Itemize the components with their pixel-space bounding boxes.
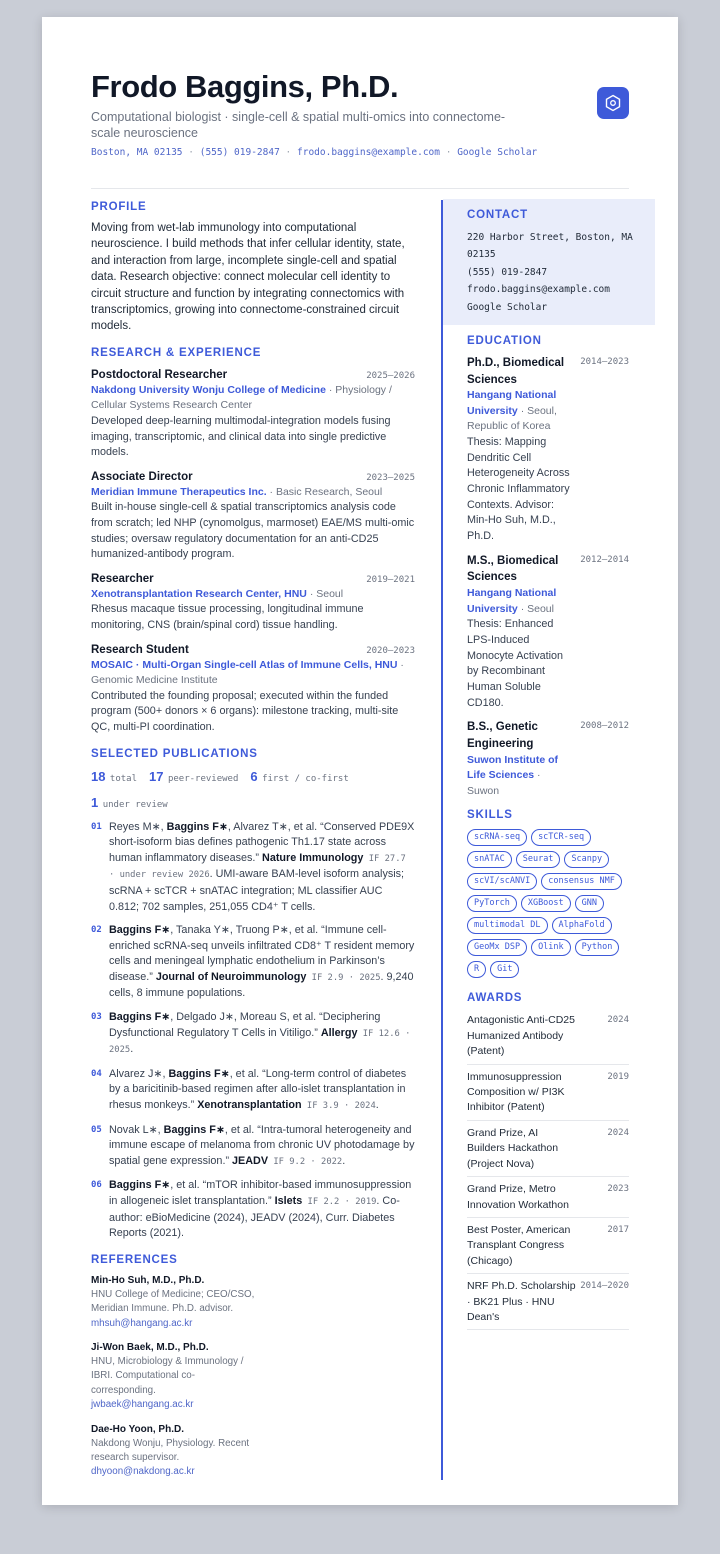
award-item — [467, 1008, 629, 1064]
stat-total: 18 total — [91, 768, 138, 784]
publication-list — [91, 820, 415, 1242]
publication-item — [91, 1123, 415, 1171]
publication-self-author: Baggins F∗ — [163, 1123, 225, 1136]
resume-page — [42, 17, 678, 1505]
stat-peer-reviewed: 17 peer-reviewed — [149, 768, 239, 784]
education-degree: B.S., Genetic Engineering — [467, 721, 538, 751]
stat-first-author: 6 first / co-first — [250, 768, 349, 784]
publication-self-author: Baggins F∗ — [168, 1067, 230, 1080]
experience-header — [91, 471, 415, 483]
header-contact-line: Boston, MA 02135 · (555) 019-2847 · frodo.baggins@example.com · Google Scholar — [91, 147, 538, 158]
publication-journal: Journal of Neuroimmunology — [155, 970, 307, 983]
publication-authors-title: , et al. “Long-term control of diabetes by a baricitinib-based regimen after allo-islet transplantation in rhesus monkeys.” — [109, 1067, 407, 1112]
skill-chip: scTCR-seq — [531, 829, 591, 846]
profile-heading: PROFILE — [91, 201, 147, 213]
publication-citation — [109, 1123, 415, 1171]
award-item — [467, 1121, 629, 1177]
job-title: Research Student — [91, 643, 189, 656]
publication-citation — [109, 1178, 415, 1241]
publication-metrics: IF 2.9 · 2025 — [306, 972, 381, 983]
education-school — [467, 388, 571, 435]
publication-citation — [109, 1010, 415, 1059]
publication-self-author: Baggins F∗ — [109, 924, 171, 937]
job-title: Associate Director — [91, 470, 193, 483]
stat-under-review: 1 under review — [91, 794, 168, 810]
publication-note: . — [130, 1043, 134, 1056]
reference-item — [91, 1274, 257, 1331]
organization-name: Xenotransplantation Research Center, HNU — [91, 587, 307, 600]
publication-item — [91, 1010, 415, 1059]
publication-authors-pre: Novak L∗, — [109, 1123, 164, 1136]
skills-list — [467, 829, 629, 978]
skill-chip: PyTorch — [467, 895, 517, 912]
sidebar-column — [467, 335, 629, 1330]
publication-item — [91, 820, 415, 916]
contact-scholar-link[interactable]: Google Scholar — [467, 301, 548, 313]
publication-authors-title: , et al. “mTOR inhibitor-based immunosuppression in allogeneic islet transplantation.” — [109, 1179, 412, 1207]
job-organization — [91, 485, 415, 501]
education-details — [467, 355, 571, 545]
resume-header — [91, 69, 629, 158]
award-year: 2017 — [607, 1224, 629, 1235]
education-date: 2014–2023 — [580, 357, 629, 367]
publication-journal: Nature Immunology — [262, 851, 364, 864]
publication-journal: Islets — [274, 1195, 303, 1207]
reference-affiliation: HNU College of Medicine; CEO/CSO, Meridian Immune. Ph.D. advisor. — [91, 1288, 255, 1315]
publication-metrics: IF 2.2 · 2019 — [302, 1197, 377, 1207]
award-year: 2023 — [607, 1184, 629, 1195]
publication-number: 05 — [91, 1124, 102, 1135]
references-heading: REFERENCES — [91, 1253, 178, 1266]
skill-chip: multimodal DL — [467, 917, 548, 934]
experience-list — [91, 369, 415, 736]
award-name: Grand Prize, AI Builders Hackathon (Project Nova) — [467, 1126, 559, 1170]
publication-self-author: Baggins F∗ — [166, 820, 228, 833]
publication-journal: Allergy — [320, 1026, 358, 1039]
award-name: Best Poster, American Transplant Congress (Chicago) — [467, 1223, 571, 1267]
awards-heading: AWARDS — [467, 992, 523, 1005]
education-degree: Ph.D., Biomedical Sciences — [467, 357, 565, 386]
job-organization — [91, 658, 415, 689]
skill-chip: R — [467, 961, 486, 978]
award-name: Grand Prize, Metro Innovation Workathon — [467, 1183, 569, 1211]
publication-number: 06 — [91, 1180, 102, 1191]
skill-chip: Seurat — [516, 851, 561, 868]
skill-chip: Scanpy — [564, 851, 609, 868]
organization-detail: · Seoul — [309, 587, 344, 600]
organization-detail: · Physiology / Cellular Systems Research Center — [91, 383, 392, 412]
sidebar-divider — [441, 200, 443, 1480]
reference-item — [91, 1341, 257, 1413]
education-date: 2012–2014 — [580, 554, 629, 565]
education-school — [467, 586, 571, 617]
publication-self-author: Baggins F∗ — [109, 1011, 171, 1024]
contact-address: 220 Harbor Street, Boston, MA 02135 — [467, 232, 633, 261]
job-date: 2023–2025 — [366, 472, 415, 483]
publication-authors-pre: Reyes M∗, — [109, 820, 167, 833]
publication-item — [91, 1067, 415, 1115]
education-thesis: Thesis: Mapping Dendritic Cell Heterogeneity Across Chronic Inflammatory Contexts. Advisor: Min-Ho Suh, M.D., Ph.D. — [467, 435, 570, 543]
education-thesis: Thesis: Enhanced LPS-Induced Monocyte Activation by Recombinant Human Soluble CD180. — [467, 618, 564, 709]
profile-text: Moving from wet-lab immunology into computational neuroscience. I build methods that infer cellular identity, state, and interaction from large, incomplete single-cell and spatial data. Research objective: connect molecular cell identity to circuit structure and function by integrating connectomics with transcriptomics, growing into connectome-constrained circuit models. — [91, 222, 405, 333]
header-scholar-link[interactable]: Google Scholar — [457, 147, 538, 158]
award-item — [467, 1065, 629, 1121]
organization-detail: · Basic Research, Seoul — [269, 485, 383, 498]
publication-citation — [109, 820, 415, 916]
experience-item — [91, 369, 415, 461]
skill-chip: scRNA-seq — [467, 829, 527, 846]
publication-authors-title: , et al. “Intra-tumoral heterogeneity and immune escape of melanoma from chronic UV photodamage by spatial gene expression.” — [109, 1123, 415, 1167]
publication-note: . — [375, 1099, 379, 1112]
publication-stats — [91, 768, 415, 812]
awards-list — [467, 1008, 629, 1330]
job-description: Rhesus macaque tissue processing, longitudinal immune monitoring, CNS (brain/spinal cord) tissue handling. — [91, 603, 364, 631]
job-description: Built in-house single-cell & spatial transcriptomics analysis code from scratch; led NHP (cynomolgus, marmoset) EAE/MS multi-omic studies; oversaw regulatory documentation for an anti-CD25 humanized-antibody program. — [91, 501, 415, 561]
reference-email-link[interactable]: jwbaek@hangang.ac.kr — [91, 1399, 194, 1411]
header-email-link[interactable]: frodo.baggins@example.com — [297, 147, 440, 158]
experience-item — [91, 471, 415, 563]
reference-list — [91, 1274, 415, 1490]
education-details — [467, 553, 571, 712]
reference-name: Dae-Ho Yoon, Ph.D. — [91, 1423, 184, 1435]
tagline: Computational biologist · single-cell & spatial multi-omics into connectome-scale neuroscience — [91, 110, 506, 140]
award-year: 2024 — [607, 1015, 629, 1026]
publication-number: 04 — [91, 1068, 102, 1079]
publication-metrics: IF 27.7 · under review 2026 — [109, 853, 406, 881]
publication-number: 02 — [91, 925, 102, 936]
publication-metrics: IF 12.6 · 2025 — [109, 1028, 411, 1056]
header-address: Boston, MA 02135 — [91, 147, 183, 158]
publication-note: . Co-author: eBioMedicine (2024), JEADV (2024), Curr. Diabetes Reports (2021). — [109, 1195, 400, 1240]
publication-item — [91, 1178, 415, 1241]
experience-header — [91, 644, 415, 656]
school-location: · Seoul — [520, 602, 554, 615]
organization-name: Nakdong University Wonju College of Medicine — [91, 383, 326, 396]
publication-item — [91, 923, 415, 1002]
header-divider — [91, 188, 629, 189]
skill-chip: consensus NMF — [541, 873, 622, 890]
candidate-name: Frodo Baggins, Ph.D. — [91, 69, 399, 104]
reference-affiliation: HNU, Microbiology & Immunology / IBRI. Computational co-corresponding. — [91, 1356, 244, 1396]
contact-email[interactable]: frodo.baggins@example.com — [467, 284, 610, 296]
reference-name: Ji-Won Baek, M.D., Ph.D. — [91, 1342, 209, 1353]
award-year: 2014–2020 — [580, 1281, 629, 1292]
header-phone[interactable]: (555) 019-2847 — [199, 147, 280, 158]
award-year: 2024 — [607, 1127, 629, 1138]
award-item — [467, 1177, 629, 1218]
publications-heading: SELECTED PUBLICATIONS — [91, 747, 258, 760]
reference-affiliation: Nakdong Wonju, Physiology. Recent research supervisor. — [91, 1437, 250, 1464]
school-location: · Suwon — [467, 769, 541, 797]
education-item — [467, 355, 629, 545]
publication-citation — [109, 923, 415, 1002]
experience-heading: RESEARCH & EXPERIENCE — [91, 346, 262, 359]
award-year: 2019 — [607, 1071, 629, 1082]
skill-chip: Olink — [531, 939, 571, 956]
contact-heading: CONTACT — [467, 209, 528, 221]
award-name: Immunosuppression Composition w/ PI3K Inhibitor (Patent) — [467, 1070, 565, 1114]
award-item — [467, 1218, 629, 1274]
education-heading: EDUCATION — [467, 335, 542, 347]
education-details — [467, 719, 571, 799]
skill-chip: XGBoost — [521, 895, 571, 912]
job-organization — [91, 383, 415, 414]
experience-item — [91, 644, 415, 736]
education-date: 2008–2012 — [580, 721, 629, 732]
job-date: 2019–2021 — [366, 574, 415, 585]
skill-chip: GeoMx DSP — [467, 939, 527, 956]
reference-email-link[interactable]: mhsuh@hangang.ac.kr — [91, 1317, 193, 1329]
publication-number: 01 — [91, 821, 102, 832]
skill-chip: snATAC — [467, 851, 512, 868]
contact-phone[interactable]: (555) 019-2847 — [467, 266, 548, 278]
publication-journal: Xenotransplantation — [197, 1099, 302, 1112]
education-item — [467, 553, 629, 712]
publication-note: . 9,240 cells, 8 immune populations. — [109, 970, 414, 1000]
publication-note: . — [342, 1154, 346, 1167]
publication-note: . UMI-aware BAM-level isoform analysis; scRNA + scTCR + snATAC integration; ML classifier AUC 0.812; 702 samples, 251,055 CD4⁺ T cells. — [109, 868, 405, 913]
skill-chip: scVI/scANVI — [467, 873, 537, 890]
publication-self-author: Baggins F∗ — [109, 1179, 171, 1192]
skill-chip: Python — [575, 939, 620, 956]
experience-header — [91, 573, 415, 585]
school-name: Hangang National University — [467, 587, 557, 615]
organization-name: MOSAIC · Multi-Organ Single-cell Atlas of Immune Cells, HNU — [91, 658, 398, 671]
main-column — [91, 201, 415, 1490]
school-location: · Seoul, Republic of Korea — [467, 404, 557, 433]
publication-authors-title: , Tanaka Y∗, Truong P∗, et al. “Immune cell-enriched scRNA-seq unveils infiltrated CD8⁺ T resident memory cells and meningeal lymphatic endothelium in Parkinson’s disease.” — [109, 924, 415, 983]
award-name: NRF Ph.D. Scholarship · BK21 Plus · HNU Dean's — [467, 1280, 576, 1323]
organization-detail: · Genomic Medicine Institute — [91, 658, 404, 687]
education-list — [467, 355, 629, 799]
school-name: Suwon Institute of Life Sciences — [467, 753, 558, 782]
education-school — [467, 753, 571, 800]
skill-chip: Git — [490, 961, 519, 978]
publication-authors-title: , Alvarez T∗, et al. “Conserved PDE9X short-isoform bias defines pathogenic Th1.17 state across human inflammatory diseases.” — [109, 820, 415, 864]
education-degree: M.S., Biomedical Sciences — [467, 554, 559, 584]
award-item — [467, 1274, 629, 1330]
skill-chip: AlphaFold — [552, 917, 612, 934]
organization-name: Meridian Immune Therapeutics Inc. — [91, 485, 267, 498]
reference-item — [91, 1423, 257, 1480]
job-date: 2025–2026 — [366, 370, 415, 381]
publication-authors-title: , Delgado J∗, Moreau S, et al. “Deciphering Dysfunctional Regulatory T Cells in Vitiligo.” — [109, 1011, 381, 1039]
contact-panel — [443, 199, 655, 325]
publication-journal: JEADV — [232, 1154, 269, 1167]
job-description: Developed deep-learning multimodal-integration models fusing imaging, transcriptomic, and clinical data into single predictive models. — [91, 415, 391, 459]
publication-authors-pre: Alvarez J∗, — [109, 1067, 169, 1080]
award-name: Antagonistic Anti-CD25 Humanized Antibody (Patent) — [467, 1014, 575, 1058]
reference-email-link[interactable]: dhyoon@nakdong.ac.kr — [91, 1466, 195, 1478]
publication-number: 03 — [91, 1012, 102, 1023]
job-date: 2020–2023 — [366, 645, 415, 656]
experience-header — [91, 369, 415, 381]
job-title: Researcher — [91, 572, 154, 585]
experience-item — [91, 573, 415, 634]
education-item — [467, 719, 629, 799]
reference-name: Min-Ho Suh, M.D., Ph.D. — [91, 1274, 205, 1286]
skill-chip: GNN — [575, 895, 604, 912]
job-description: Contributed the founding proposal; executed within the funded program (500+ donors × 6 organs): milestone tracking, multi-site QC, multi-PI coordination. — [91, 689, 399, 733]
skills-heading: SKILLS — [467, 809, 513, 822]
publication-citation — [109, 1067, 415, 1115]
job-organization — [91, 587, 415, 603]
hexagon-logo-icon — [597, 87, 629, 119]
publication-metrics: IF 3.9 · 2024 — [301, 1101, 376, 1112]
school-name: Hangang National University — [467, 389, 557, 417]
job-title: Postdoctoral Researcher — [91, 368, 228, 381]
publication-metrics: IF 9.2 · 2022 — [268, 1156, 343, 1167]
